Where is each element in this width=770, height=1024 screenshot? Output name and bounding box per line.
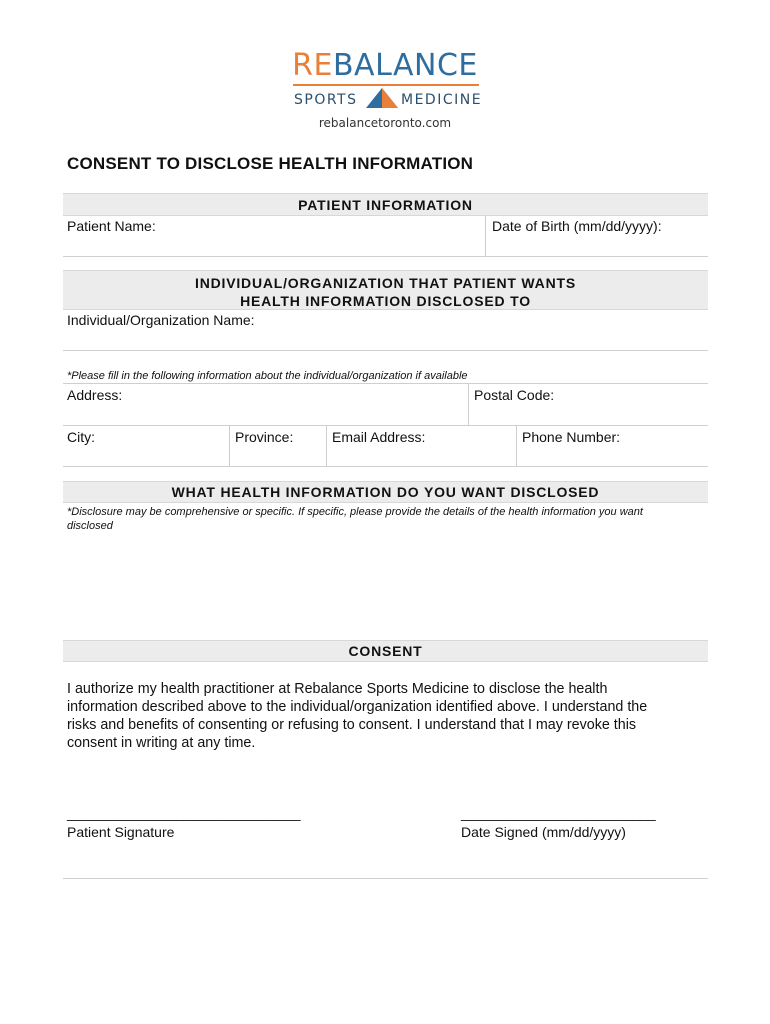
- disclosure-note-line1: *Disclosure may be comprehensive or specific. If specific, please provide the details of the health information you want: [67, 506, 643, 518]
- divider: [63, 383, 708, 384]
- recipient-header: [63, 270, 708, 310]
- divider: [229, 425, 230, 466]
- consent-line2: information described above to the individual/organization identified above. I understand the: [67, 699, 648, 715]
- address-field[interactable]: [63, 425, 708, 426]
- date-signed-line[interactable]: _________________________: [461, 805, 656, 821]
- logo-url: rebalancetoronto.com: [318, 116, 452, 130]
- logo-subline-sports: SPORTS: [294, 92, 358, 108]
- disclosure-details-field[interactable]: [63, 533, 708, 637]
- date-signed-label: Date Signed (mm/dd/yyyy): [461, 824, 626, 840]
- org-name-field[interactable]: [63, 350, 708, 351]
- disclosure-note: [67, 505, 707, 533]
- dob-label: Date of Birth (mm/dd/yyyy):: [492, 218, 662, 234]
- patient-name-label: Patient Name:: [67, 218, 156, 234]
- patient-name-field[interactable]: [63, 256, 708, 257]
- consent-line1: I authorize my health practitioner at Rebalance Sports Medicine to disclose the health: [67, 681, 608, 697]
- address-label: Address:: [67, 387, 123, 403]
- postal-code-label: Postal Code:: [474, 387, 555, 403]
- recipient-note: *Please fill in the following information about the individual/organization if available: [67, 370, 468, 382]
- disclosure-header: WHAT HEALTH INFORMATION DO YOU WANT DISCLOSED: [63, 481, 708, 503]
- consent-header: CONSENT: [63, 640, 708, 662]
- bottom-rule: [63, 878, 708, 879]
- logo-mountain-icon: [364, 86, 400, 110]
- logo-subline-medicine: MEDICINE: [401, 92, 483, 108]
- divider: [485, 216, 486, 256]
- recipient-header-line1: INDIVIDUAL/ORGANIZATION THAT PATIENT WANTS: [195, 275, 576, 291]
- divider: [326, 425, 327, 466]
- province-label: Province:: [235, 429, 294, 445]
- divider: [468, 383, 469, 425]
- org-name-label: Individual/Organization Name:: [67, 312, 255, 328]
- disclosure-note-line2: disclosed: [67, 520, 113, 532]
- phone-label: Phone Number:: [522, 429, 621, 445]
- logo-wordmark-rest: BALANCE: [332, 48, 478, 83]
- email-label: Email Address:: [332, 429, 426, 445]
- signature-line[interactable]: ______________________________: [67, 805, 301, 821]
- signature-label: Patient Signature: [67, 824, 175, 840]
- divider: [516, 425, 517, 466]
- consent-statement: [67, 680, 697, 752]
- city-row-field[interactable]: [63, 466, 708, 467]
- city-label: City:: [67, 429, 95, 445]
- consent-line4: consent in writing at any time.: [67, 735, 256, 751]
- consent-line3: risks and benefits of consenting or refusing to consent. I understand that I may revoke this: [67, 717, 637, 733]
- logo-wordmark: [0, 48, 770, 84]
- logo-wordmark-accent: RE: [292, 48, 333, 83]
- recipient-header-line2: HEALTH INFORMATION DISCLOSED TO: [240, 293, 531, 309]
- patient-info-header: PATIENT INFORMATION: [63, 193, 708, 216]
- page-title: CONSENT TO DISCLOSE HEALTH INFORMATION: [67, 154, 474, 173]
